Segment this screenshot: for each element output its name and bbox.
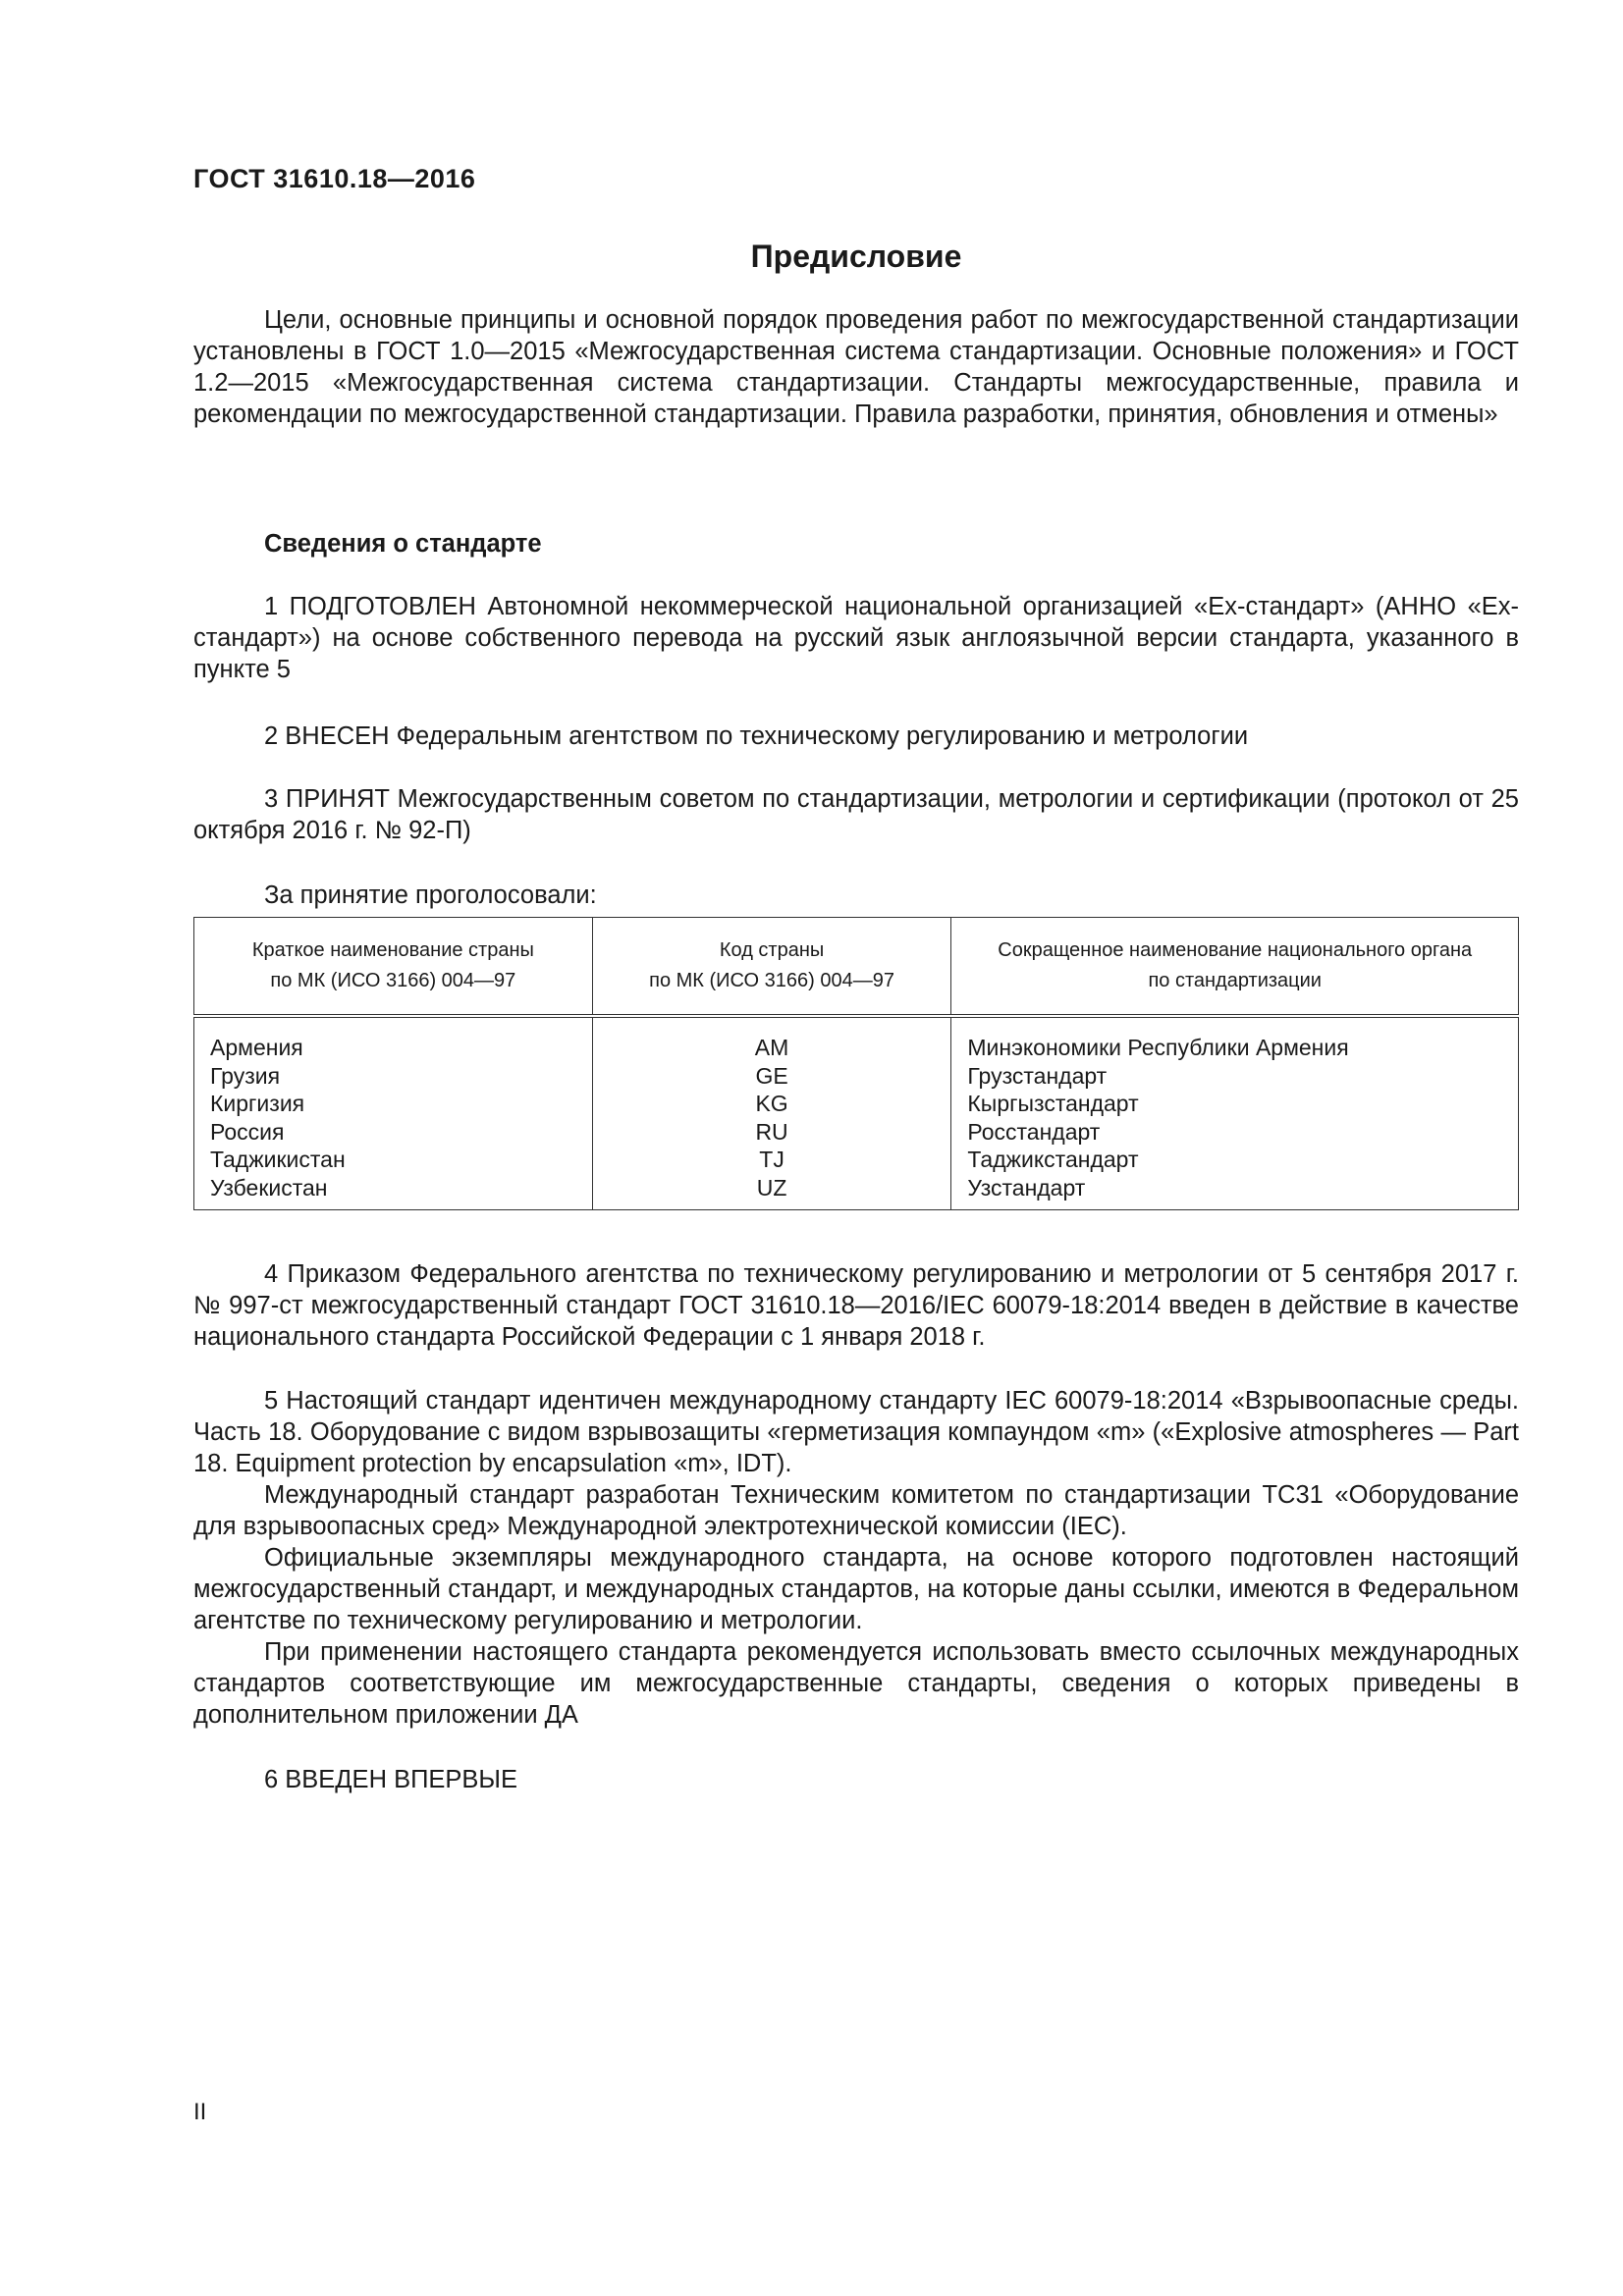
item-2-paragraph: 2 ВНЕСЕН Федеральным агентством по техническому регулированию и метрологии — [264, 722, 1249, 750]
intro-paragraph: Цели, основные принципы и основной порядок проведения работ по межгосударственной стандартизации установлены в ГОСТ 1.0—2015 «Межгосударственная система стандартизации. Основные положения» и ГОСТ 1.2—2015 «Межгосударственная система стандартизации. Стандарты межгосударственные, правила и рекомендации по межгосударственной стандартизации. Правила разработки, принятия, обновления и отмены» — [193, 306, 1519, 428]
item-6-paragraph: 6 ВВЕДЕН ВПЕРВЫЕ — [264, 1766, 518, 1793]
voted-label: За принятие проголосовали: — [264, 881, 597, 909]
body-cell: Минэкономики Республики Армения — [967, 1035, 1349, 1060]
table-header-row — [194, 918, 1519, 1017]
code-cell: TJ — [759, 1147, 784, 1172]
item-5-paragraph: 5 Настоящий стандарт идентичен международному стандарту IEC 60079-18:2014 «Взрывоопасные среды. Часть 18. Оборудование с видом взрывозащиты «герметизация компаундом «m» («Explosive atmospheres — Part 18. Equipment protection by encapsulation «m», IDT). — [193, 1387, 1519, 1477]
item-5-application-paragraph: При применении настоящего стандарта рекомендуется использовать вместо ссылочных международных стандартов соответствующие им межгосударственные стандарты, сведения о которых приведены в дополнительном приложении ДА — [193, 1638, 1519, 1729]
country-cell: Армения — [210, 1035, 303, 1060]
code-column — [592, 1016, 951, 1210]
code-cell: AM — [754, 1035, 789, 1060]
header-line: по стандартизации — [1148, 970, 1322, 991]
code-cell: GE — [755, 1062, 788, 1089]
header-line: по МК (ИСО 3166) 004—97 — [270, 970, 516, 991]
country-column — [194, 1016, 593, 1210]
body-cell: Кыргызстандарт — [967, 1091, 1139, 1116]
item-5-developer-paragraph: Международный стандарт разработан Техническим комитетом по стандартизации TC31 «Оборудование для взрывоопасных сред» Международной электротехнической комиссии (IEC). — [193, 1481, 1519, 1540]
header-line: Краткое наименование страны — [251, 939, 534, 961]
section-heading: Сведения о стандарте — [264, 530, 542, 558]
table-row — [194, 1016, 1519, 1210]
body-column — [951, 1016, 1519, 1210]
country-cell: Киргизия — [210, 1091, 305, 1116]
item-4-paragraph: 4 Приказом Федерального агентства по техническому регулированию и метрологии от 5 сентября 2017 г. № 997-ст межгосударственный стандарт ГОСТ 31610.18—2016/IEC 60079-18:2014 введен в действие в качестве национального стандарта Российской Федерации с 1 января 2018 г. — [193, 1260, 1519, 1351]
item-1-paragraph: 1 ПОДГОТОВЛЕН Автономной некоммерческой национальной организацией «Ех-стандарт» (АННО «Ех-стандарт») на основе собственного перевода на русский язык англоязычной версии стандарта, указанного в пункте 5 — [193, 593, 1519, 683]
table-header-code — [592, 918, 951, 1017]
country-cell: Узбекистан — [210, 1174, 328, 1201]
body-cell: Грузстандарт — [967, 1062, 1108, 1089]
item-5-official-copies-paragraph: Официальные экземпляры международного стандарта, на основе которого подготовлен настоящий межгосударственный стандарт, и международных стандартов, на которые даны ссылки, имеются в Федеральном агентстве по техническому регулированию и метрологии. — [193, 1544, 1519, 1634]
country-cell: Россия — [210, 1118, 285, 1145]
country-cell: Таджикистан — [210, 1147, 346, 1172]
code-cell: UZ — [756, 1174, 787, 1201]
body-cell: Таджикстандарт — [967, 1147, 1139, 1172]
table-header-body — [951, 918, 1519, 1017]
country-cell: Грузия — [210, 1062, 281, 1089]
body-cell: Узстандарт — [967, 1174, 1086, 1201]
page-number: II — [193, 2099, 207, 2125]
header-line: по МК (ИСО 3166) 004—97 — [649, 970, 894, 991]
table-header-country — [194, 918, 593, 1017]
standard-code-header: ГОСТ 31610.18—2016 — [193, 164, 476, 193]
code-cell: KG — [755, 1091, 788, 1116]
body-cell: Росстандарт — [967, 1118, 1101, 1145]
voting-table — [193, 917, 1519, 1210]
page-title: Предисловие — [750, 239, 962, 274]
header-line: Сокращенное наименование национального органа — [998, 939, 1473, 961]
header-line: Код страны — [719, 939, 825, 961]
item-3-paragraph: 3 ПРИНЯТ Межгосударственным советом по стандартизации, метрологии и сертификации (протокол от 25 октября 2016 г. № 92-П) — [193, 785, 1519, 844]
code-cell: RU — [755, 1118, 788, 1145]
